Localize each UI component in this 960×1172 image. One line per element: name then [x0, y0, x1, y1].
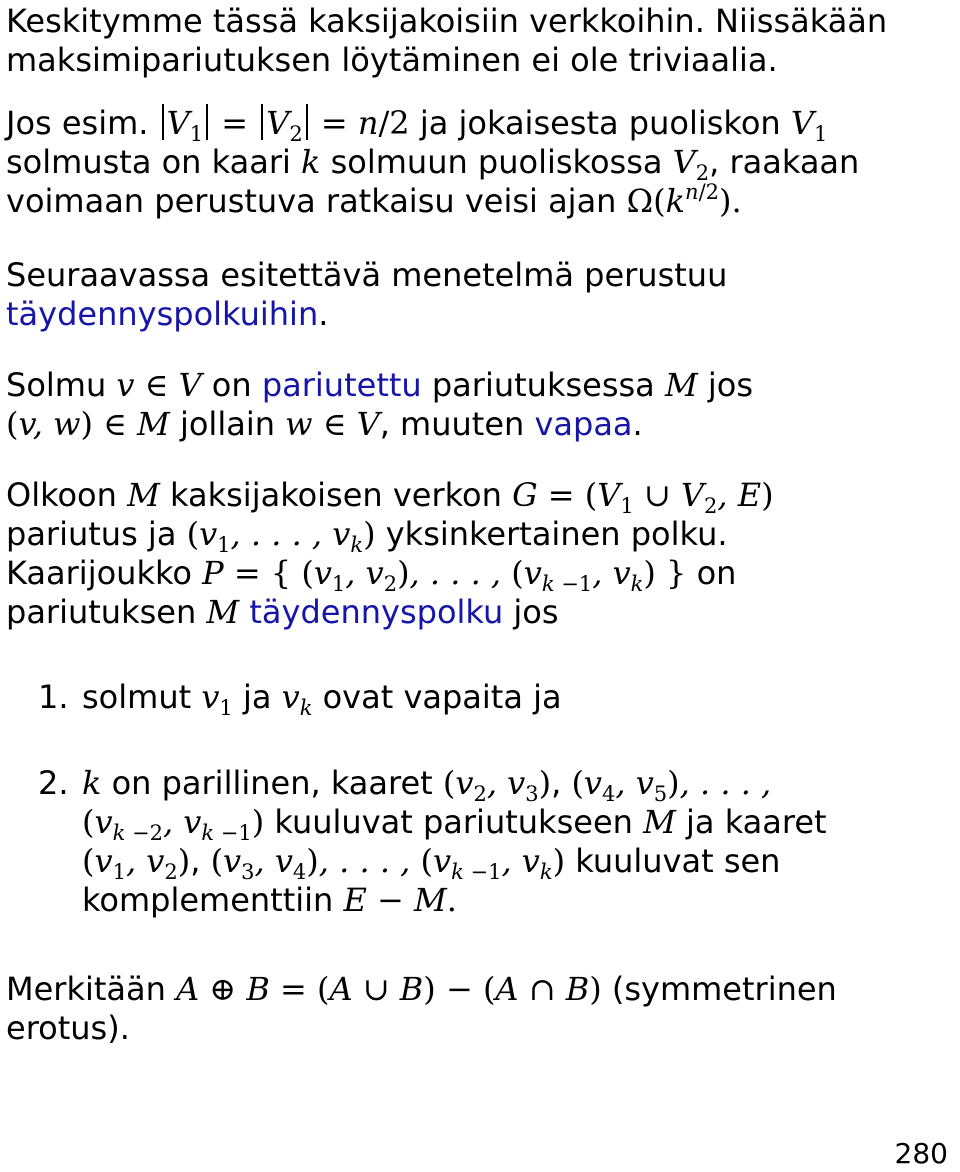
matched-line-1: Solmu v ∈ V on pariutettu pariutuksessa M jos — [6, 366, 754, 404]
method-line-2: täydennyspolkuihin. — [6, 295, 329, 333]
condition-2-line-2: ($v_{k -2}$, $v_{k -1}$) kuuluvat pariutukseen M ja kaaret — [82, 803, 827, 845]
condition-2-line-3: ($v_1$, $v_2$), ($v_3$, $v_4$), . . . , ($v_{k -1}$, $v_k$) kuuluvat sen — [82, 842, 781, 884]
term-augmenting-paths: täydennyspolkuihin — [6, 295, 319, 333]
term-augmenting-path: täydennyspolku — [249, 593, 504, 631]
method-paragraph — [6, 256, 727, 334]
condition-item-1: 1. solmut $v_1$ ja $v_k$ ovat vapaita ja — [38, 678, 562, 720]
condition-number: 1. — [38, 678, 69, 716]
condition-item-2 — [38, 764, 827, 920]
augmenting-path-definition-paragraph — [6, 476, 774, 632]
intro-line-1: Keskitymme tässä kaksijakoisiin verkkoihin. Niissäkään — [6, 2, 888, 40]
bruteforce-paragraph — [6, 104, 859, 221]
bruteforce-line-1: Jos esim. $V_1 = V_2 = n/2$ ja jokaisesta puoliskon $V_1$ — [6, 104, 828, 146]
definition-line-2: pariutus ja ($v_1$, . . . , $v_k$) yksinkertainen polku. — [6, 515, 728, 557]
definition-line-1: Olkoon M kaksijakoisen verkon $G = (V_1$ ∪ $V_2$, E) — [6, 476, 774, 518]
definition-line-3: Kaarijoukko P = { ($v_1$, $v_2$), . . . , ($v_{k -1}$, $v_k$) } on — [6, 554, 737, 596]
intro-paragraph — [6, 2, 887, 80]
term-matched: pariutettu — [261, 366, 422, 404]
bruteforce-line-2: solmusta on kaari k solmuun puoliskossa $V_2$, raakaan — [6, 143, 860, 185]
definition-line-4: pariutuksen M täydennyspolku jos — [6, 593, 559, 631]
method-line-1: Seuraavassa esitettävä menetelmä perustuu — [6, 256, 728, 294]
condition-2-line-4: komplementtiin E − M. — [82, 881, 457, 919]
symmetric-line-1: Merkitään A ⊕ B = (A ∪ B) − (A ∩ B) (symmetrinen — [6, 970, 837, 1008]
symmetric-difference-paragraph — [6, 970, 837, 1048]
page-number: 280 — [894, 1137, 948, 1170]
bruteforce-line-3: voimaan perustuva ratkaisu veisi ajan $\Omega(k^{n/2})$. — [6, 180, 742, 220]
symmetric-line-2: erotus). — [6, 1009, 130, 1047]
matched-definition-paragraph — [6, 366, 753, 444]
condition-2-line-1: 2. k on parillinen, kaaret ($v_2$, $v_3$), ($v_4$, $v_5$), . . . , — [38, 764, 772, 806]
matched-line-2: (v, w) ∈ M jollain w ∈ V, muuten vapaa. — [6, 405, 643, 443]
lecture-slide-page — [6, 0, 954, 1172]
condition-number: 2. — [38, 764, 69, 802]
intro-line-2: maksimipariutuksen löytäminen ei ole triviaalia. — [6, 41, 778, 79]
term-free: vapaa — [534, 405, 633, 443]
